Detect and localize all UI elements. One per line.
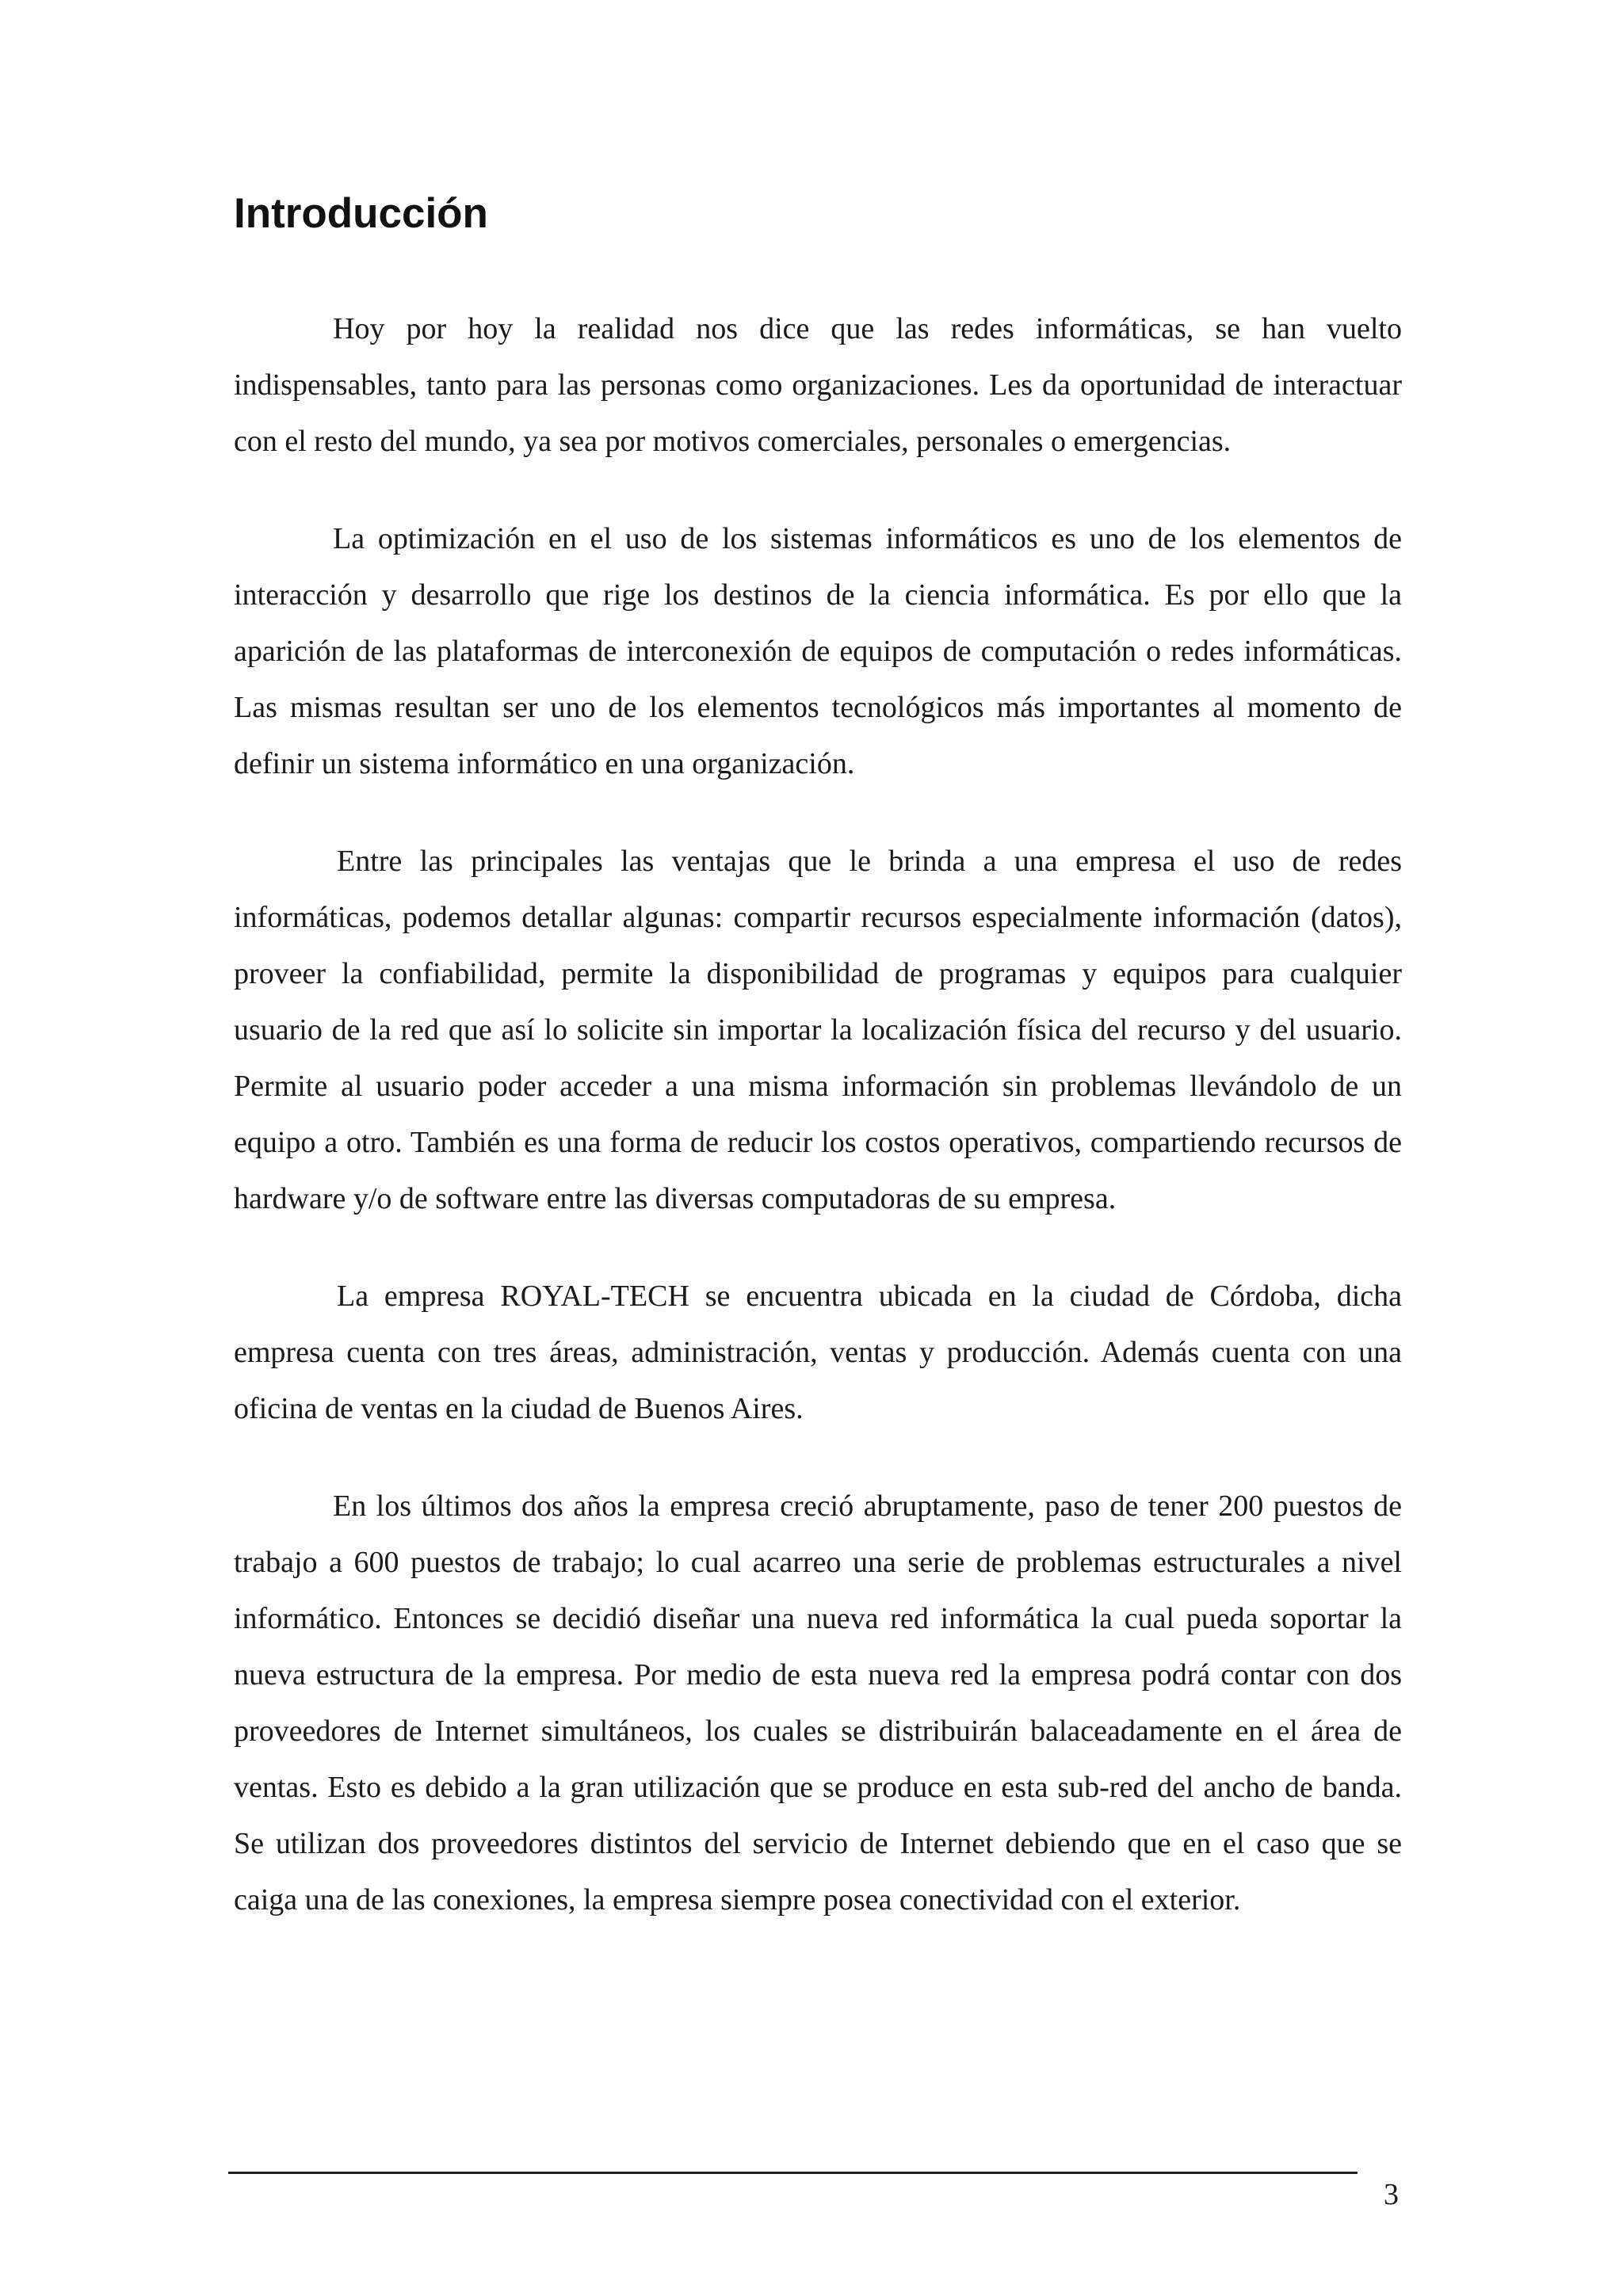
body-text — [234, 301, 1402, 1970]
paragraph-optimization: La optimización en el uso de los sistemas informáticos es uno de los elementos de interacción y desarrollo que rige los destinos de la ciencia informática. Es por ello que la aparición de las plataformas de interconexión de equipos de computación o redes informáticas. Las mismas resultan ser uno de los elementos tecnológicos más importantes al momento de definir un sistema informático en una organización. — [234, 522, 1402, 780]
paragraph-intro: Hoy por hoy la realidad nos dice que las redes informáticas, se han vuelto indispensables, tanto para las personas como organizaciones. Les da oportunidad de interactuar con el resto del mundo, ya sea por motivos comerciales, personales o emergencias. — [234, 312, 1402, 458]
paragraph-advantages: Entre las principales las ventajas que le brinda a una empresa el uso de redes informáticas, podemos detallar algunas: compartir recursos especialmente información (datos), proveer la confiabilidad, permite la disponibilidad de programas y equipos para cualquier usuario de la red que así lo solicite sin importar la localización física del recurso y del usuario. Permite al usuario poder acceder a una misma información sin problemas llevándolo de un equipo a otro. También es una forma de reducir los costos operativos, compartiendo recursos de hardware y/o de software entre las diversas computadoras de su empresa. — [234, 845, 1402, 1215]
footer-divider — [228, 2172, 1358, 2174]
paragraph-growth: En los últimos dos años la empresa creció abruptamente, paso de tener 200 puestos de trabajo a 600 puestos de trabajo; lo cual acarreo una serie de problemas estructurales a nivel informático. Entonces se decidió diseñar una nueva red informática la cual pueda soportar la nueva estructura de la empresa. Por medio de esta nueva red la empresa podrá contar con dos proveedores de Internet simultáneos, los cuales se distribuirán balaceadamente en el área de ventas. Esto es debido a la gran utilización que se produce en esta sub-red del ancho de banda. Se utilizan dos proveedores distintos del servicio de Internet debiendo que en el caso que se caiga una de las conexiones, la empresa siempre posea conectividad con el exterior. — [234, 1489, 1402, 1917]
page-number: 3 — [1384, 2178, 1399, 2211]
paragraph-company: La empresa ROYAL-TECH se encuentra ubicada en la ciudad de Córdoba, dicha empresa cuenta con tres áreas, administración, ventas y producción. Además cuenta con una oficina de ventas en la ciudad de Buenos Aires. — [234, 1280, 1402, 1425]
section-heading: Introducción — [234, 190, 488, 237]
